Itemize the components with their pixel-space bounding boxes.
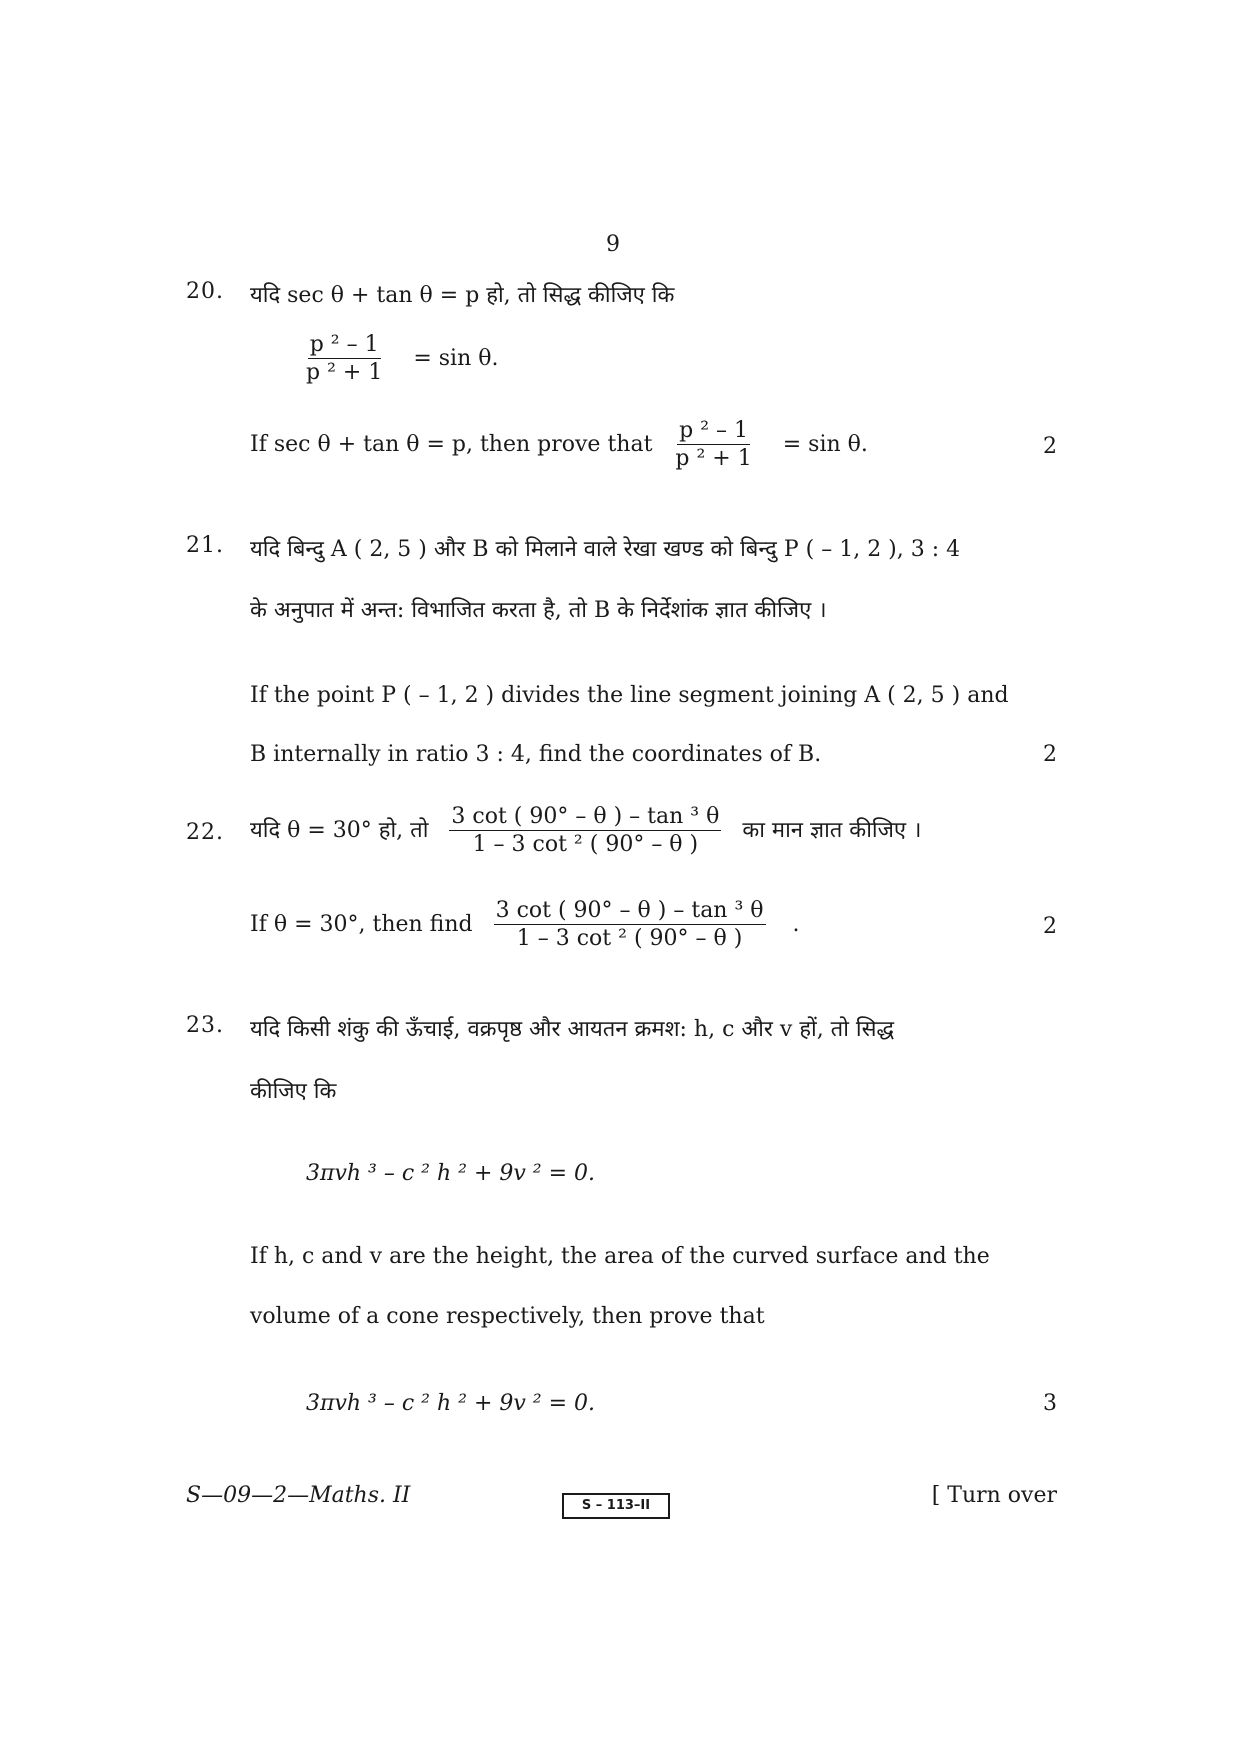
q21-english-line-2: B internally in ratio 3 : 4, find the coordinates of B. xyxy=(250,742,822,767)
q20-fraction xyxy=(304,332,384,386)
q22-marks: 2 xyxy=(1043,914,1057,939)
q23-english-line-2: volume of a cone respectively, then prove that xyxy=(250,1304,765,1329)
q20-hindi-equation xyxy=(304,332,498,386)
fraction-numerator: 3 cot ( 90° – θ ) – tan ³ θ xyxy=(449,804,721,831)
fraction-denominator: 1 – 3 cot ² ( 90° – θ ) xyxy=(516,926,743,952)
q21-hindi-line-1: यदि बिन्दु A ( 2, 5 ) और B को मिलाने वाले रेखा खण्ड को बिन्दु P ( – 1, 2 ), 3 : 4 xyxy=(250,537,961,562)
q22-hindi-statement xyxy=(250,804,921,858)
q23-equation-english: 3πvh ³ – c ² h ² + 9v ² = 0. xyxy=(306,1391,596,1416)
q23-equation: 3πvh ³ – c ² h ² + 9v ² = 0. xyxy=(306,1161,596,1186)
question-number-21: 21. xyxy=(186,533,224,558)
page-number: 9 xyxy=(606,232,620,257)
english-lead: If θ = 30°, then find xyxy=(250,911,473,937)
question-number-23: 23. xyxy=(186,1013,224,1038)
question-number-20: 20. xyxy=(186,279,224,304)
fraction-denominator: 1 – 3 cot ² ( 90° – θ ) xyxy=(472,832,699,858)
fraction-denominator: p ² + 1 xyxy=(675,446,752,472)
q23-english-line-1: If h, c and v are the height, the area of the curved surface and the xyxy=(250,1244,990,1269)
q22-fraction xyxy=(449,804,721,858)
q20-hindi-statement: यदि sec θ + tan θ = p हो, तो सिद्ध कीजिए कि xyxy=(250,283,675,308)
hindi-tail: का मान ज्ञात कीजिए । xyxy=(742,817,922,843)
footer-turn-over: [ Turn over xyxy=(931,1483,1057,1508)
q20-english-fraction xyxy=(673,418,753,472)
q23-hindi-line-1: यदि किसी शंकु की ऊँचाई, वक्रपृष्ठ और आयतन क्रमश: h, c और v हों, तो सिद्ध xyxy=(250,1017,895,1042)
fraction-numerator: 3 cot ( 90° – θ ) – tan ³ θ xyxy=(494,898,766,925)
english-tail: . xyxy=(792,911,800,937)
equation-rhs: = sin θ. xyxy=(782,431,868,457)
question-number-22: 22. xyxy=(186,820,224,845)
q20-marks: 2 xyxy=(1043,434,1057,459)
q21-marks: 2 xyxy=(1043,742,1057,767)
fraction-numerator: p ² – 1 xyxy=(308,332,381,359)
equation-rhs: = sin θ. xyxy=(413,345,499,371)
q23-hindi-line-2: कीजिए कि xyxy=(250,1079,337,1104)
english-lead: If sec θ + tan θ = p, then prove that xyxy=(250,431,653,457)
fraction-denominator: p ² + 1 xyxy=(306,360,383,386)
q21-english-line-1: If the point P ( – 1, 2 ) divides the line segment joining A ( 2, 5 ) and xyxy=(250,683,1009,708)
q20-english-statement xyxy=(250,418,868,472)
q21-hindi-line-2: के अनुपात में अन्त: विभाजित करता है, तो B के निर्देशांक ज्ञात कीजिए । xyxy=(250,598,827,623)
q23-marks: 3 xyxy=(1043,1391,1057,1416)
q22-english-fraction xyxy=(494,898,766,952)
fraction-numerator: p ² – 1 xyxy=(677,418,750,445)
q22-english-statement xyxy=(250,898,800,952)
footer-paper-code: S – 113–II xyxy=(562,1493,670,1519)
footer-subject-code: S—09—2—Maths. II xyxy=(186,1483,411,1508)
hindi-lead: यदि θ = 30° हो, तो xyxy=(250,817,429,843)
